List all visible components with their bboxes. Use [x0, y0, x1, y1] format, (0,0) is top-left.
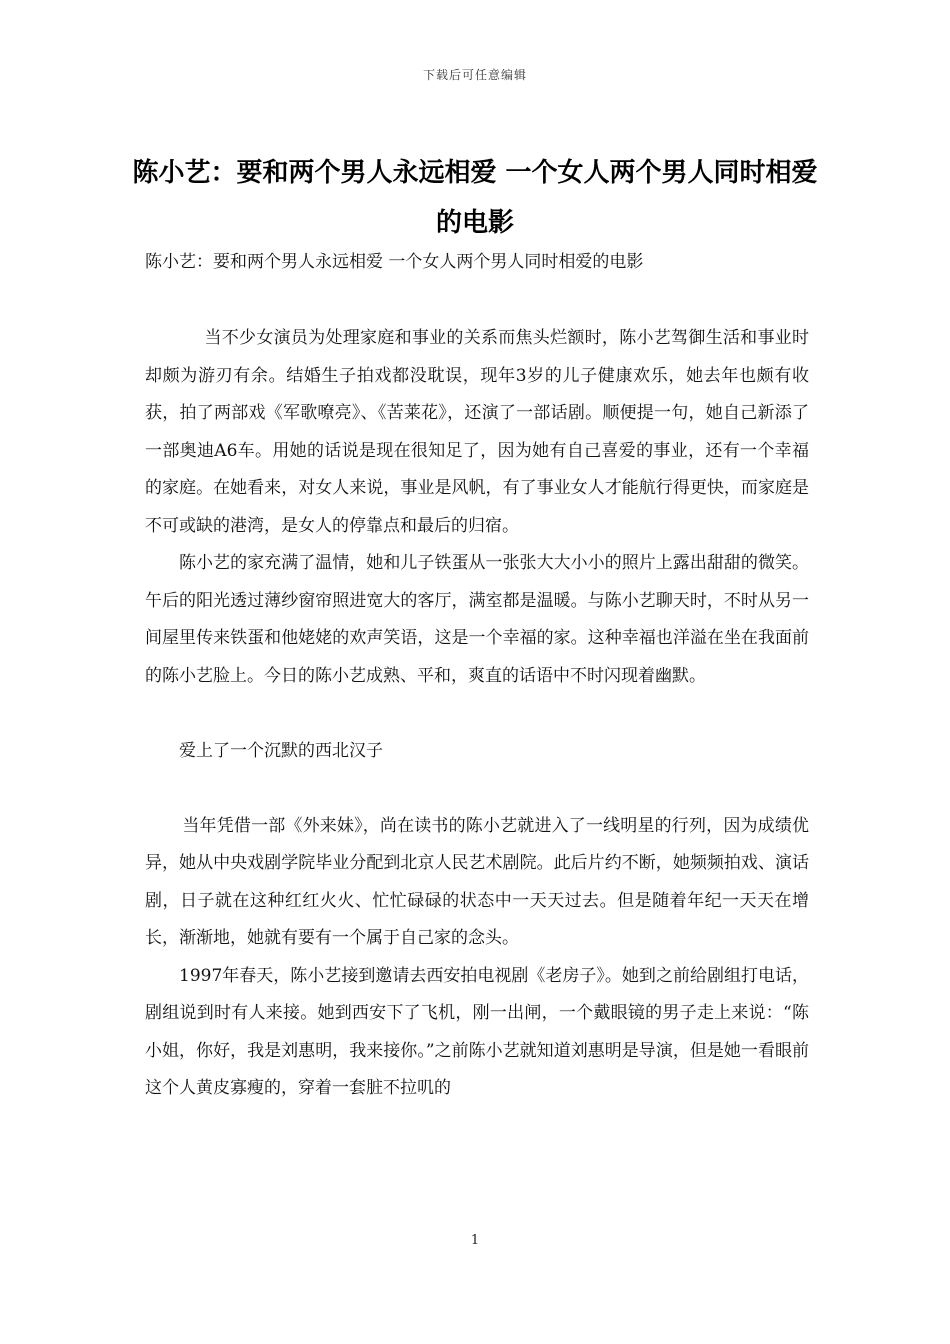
- document-body: [145, 320, 809, 1108]
- paragraph-2: 陈小艺的家充满了温情，她和儿子铁蛋从一张张大大小小的照片上露出甜甜的微笑。午后的阳光透过薄纱窗帘照进宽大的客厅，满室都是温暖。与陈小艺聊天时，不时从另一间屋里传来铁蛋和他姥姥的欢声笑语，这是一个幸福的家。这种幸福也洋溢在坐在我面前的陈小艺脸上。今日的陈小艺成熟、平和，爽直的话语中不时闪现着幽默。: [145, 553, 809, 686]
- paragraph-3: 当年凭借一部《外来妹》，尚在读书的陈小艺就进入了一线明星的行列，因为成绩优异，她从中央戏剧学院毕业分配到北京人民艺术剧院。此后片约不断，她频频拍戏、演话剧，日子就在这种红红火火、忙忙碌碌的状态中一天天过去。但是随着年纪一天天在增长，渐渐地，她就有要有一个属于自己家的念头。: [145, 815, 809, 948]
- document-subtitle: 陈小艺：要和两个男人永远相爱 一个女人两个男人同时相爱的电影: [145, 252, 644, 272]
- document-title: 陈小艺：要和两个男人永远相爱 一个女人两个男人同时相爱的电影: [132, 158, 818, 238]
- paragraph-4: 1997年春天，陈小艺接到邀请去西安拍电视剧《老房子》。她到之前给剧组打电话，剧组说到时有人来接。她到西安下了飞机，刚一出闸，一个戴眼镜的男子走上来说：“陈小姐，你好，我是刘惠明，我来接你。”之前陈小艺就知道刘惠明是导演，但是她一看眼前这个人黄皮寡瘦的，穿着一套脏不拉叽的: [145, 965, 809, 1098]
- page-number: 1: [470, 1233, 480, 1248]
- section-heading: 爱上了一个沉默的西北汉子: [179, 740, 383, 761]
- page-header-note: 下载后可任意编辑: [422, 68, 527, 82]
- paragraph-1: 当不少女演员为处理家庭和事业的关系而焦头烂额时，陈小艺驾御生活和事业时却颇为游刃有余。结婚生子拍戏都没耽误，现年3岁的儿子健康欢乐，她去年也颇有收获，拍了两部戏《军歌嘹亮》、《苦莱花》，还演了一部话剧。顺便提一句，她自己新添了一部奥迪A6车。用她的话说是现在很知足了，因为她有自己喜爱的事业，还有一个幸福的家庭。在她看来，对女人来说，事业是风帆，有了事业女人才能航行得更快，而家庭是不可或缺的港湾，是女人的停靠点和最后的归宿。: [145, 328, 809, 536]
